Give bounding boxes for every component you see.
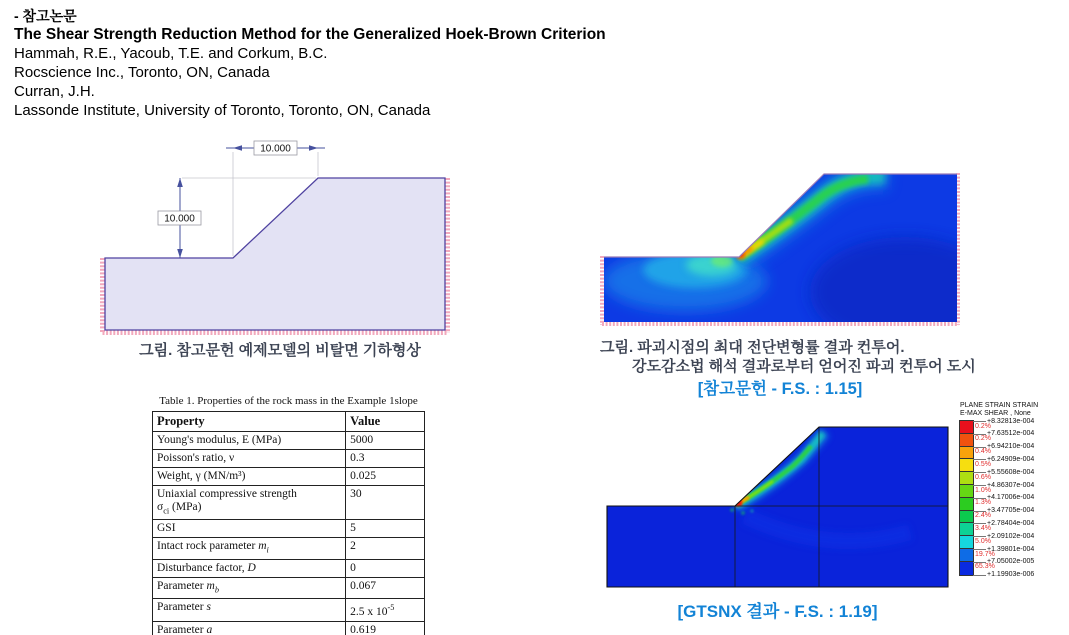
dim-vertical-label: 10.000: [164, 213, 195, 225]
legend-title-line1: PLANE STRAIN STRAIN: [960, 402, 1039, 409]
legend-boundary-value: +1.39801e-004: [987, 545, 1035, 553]
property-cell: [153, 486, 346, 520]
var-symbol: a: [206, 623, 213, 635]
row-label: Disturbance factor,: [157, 561, 248, 574]
legend-boundary-value: +4.86307e-004: [987, 481, 1035, 489]
legend-swatch: [960, 485, 973, 498]
value-cell: 0.025: [346, 468, 425, 486]
table-row: [153, 468, 425, 486]
legend-boundary-value: +8.32813e-004: [987, 417, 1035, 425]
reference-contour-plot: [600, 157, 960, 329]
properties-table: [152, 411, 425, 635]
table-row: [153, 577, 425, 598]
legend-swatch: [960, 459, 973, 472]
legend-percentage: 5.0%: [975, 537, 991, 545]
legend-percentage: 0.4%: [975, 448, 991, 456]
row-label: Parameter: [157, 600, 207, 613]
property-cell: [153, 538, 346, 559]
legend-boundary-value: +4.17006e-004: [987, 494, 1035, 502]
geometry-figure: [100, 140, 460, 341]
gtsnx-fs-label: [GTSNX 결과 - F.S. : 1.19]: [677, 602, 878, 621]
legend-percentage: 0.6%: [975, 473, 991, 481]
legend-swatch: [960, 562, 973, 575]
paper-affiliation-1: Rocscience Inc., Toronto, ON, Canada: [14, 64, 270, 81]
value-cell: 0.3: [346, 450, 425, 468]
legend-boundary-value: +6.94210e-004: [987, 443, 1035, 451]
arrowhead: [177, 249, 183, 258]
legend-percentage: 0.2%: [975, 422, 991, 430]
value-superscript: -5: [387, 602, 395, 612]
var-subscript: b: [214, 584, 219, 594]
legend-percentage: 1.3%: [975, 499, 991, 507]
var-symbol: s: [206, 600, 211, 613]
reference-contour-figure: [600, 157, 960, 334]
table-row: [153, 598, 425, 621]
value-cell: 0.067: [346, 577, 425, 598]
legend-colorbar: [956, 417, 1068, 581]
legend-swatch: [960, 498, 973, 511]
legend-percentage: 19.7%: [975, 550, 995, 558]
value-cell: 30: [346, 486, 425, 520]
legend-swatch: [960, 447, 973, 460]
sigma-subscript: ci: [163, 506, 170, 516]
property-cell: [153, 621, 346, 635]
arrowhead: [177, 178, 183, 187]
contour-legend: [956, 402, 1068, 581]
paper-affiliation-2: Lassonde Institute, University of Toronto, Toronto, ON, Canada: [14, 102, 431, 119]
gtsnx-contour-plot: [605, 424, 950, 590]
property-cell: Weight, γ (MN/m³): [153, 468, 346, 486]
header-block: [14, 7, 606, 120]
value-cell: 5: [346, 520, 425, 538]
value-base: 2.5 x 10: [350, 605, 388, 618]
paper-authors-2: Curran, J.H.: [14, 83, 95, 100]
ucs-unit: (MPa): [169, 501, 202, 513]
legend-title-line2: E-MAX SHEAR , None: [960, 409, 1031, 417]
legend-percentage: 3.4%: [975, 524, 991, 532]
row-label: Intact rock parameter: [157, 540, 259, 553]
var-symbol: D: [247, 561, 256, 574]
col-header-value: Value: [346, 412, 425, 432]
legend-boundary-value: +5.55608e-004: [987, 468, 1035, 476]
legend-boundary-value: +6.24909e-004: [987, 455, 1035, 463]
row-label: Parameter: [157, 579, 207, 592]
property-cell: [153, 598, 346, 621]
table-caption: Table 1. Properties of the rock mass in the Example 1slope: [159, 395, 418, 407]
model-body: [607, 427, 948, 587]
slope-geometry-drawing: [100, 140, 460, 336]
legend-boundary-value: +7.63512e-004: [987, 430, 1035, 438]
geometry-figure-caption: 그림. 참고문헌 예제모델의 비탈면 기하형상: [139, 342, 421, 359]
properties-table-block: [152, 395, 425, 635]
reference-fs-label: [참고문헌 - F.S. : 1.15]: [697, 380, 863, 398]
property-cell: Young's modulus, E (MPa): [153, 432, 346, 450]
table-row: [153, 621, 425, 635]
var-symbol: m: [206, 579, 215, 592]
ucs-line1: Uniaxial compressive strength: [157, 488, 297, 500]
legend-tick: [973, 575, 986, 576]
legend-boundary-value: +7.05002e-005: [987, 558, 1035, 566]
legend-percentage: 2.4%: [975, 512, 991, 520]
contour-field: [603, 174, 960, 329]
arrowhead: [233, 145, 242, 151]
legend-percentage: 1.0%: [975, 486, 991, 494]
legend-swatch: [960, 434, 973, 447]
table-row: [153, 432, 425, 450]
legend-swatch: [960, 472, 973, 485]
value-cell: 5000: [346, 432, 425, 450]
col-header-property: Property: [153, 412, 346, 432]
gtsnx-contour-figure: [605, 424, 950, 595]
sigma-symbol: σ: [157, 501, 164, 513]
legend-boundary-value: +2.09102e-004: [987, 532, 1035, 540]
reference-caption-line2: 강도감소법 해석 결과로부터 얻어진 파괴 컨투어 도시: [632, 358, 976, 375]
reference-tag: - 참고논문: [14, 8, 77, 24]
value-cell: [346, 598, 425, 621]
property-cell: [153, 577, 346, 598]
paper-title: The Shear Strength Reduction Method for the Generalized Hoek-Brown Criterion: [14, 26, 606, 43]
legend-percentage: 0.5%: [975, 460, 991, 468]
legend-boundary-value: +3.47705e-004: [987, 507, 1035, 515]
var-subscript: i: [266, 545, 269, 555]
table-row: [153, 520, 425, 538]
dim-horizontal-label: 10.000: [260, 143, 291, 155]
row-label: Parameter: [157, 623, 207, 635]
legend-swatch: [960, 536, 973, 549]
value-cell: 0: [346, 559, 425, 577]
legend-percentage: 0.2%: [975, 435, 991, 443]
table-row: [153, 450, 425, 468]
reference-caption-line1: 그림. 파괴시점의 최대 전단변형률 결과 컨투어.: [600, 339, 905, 356]
arrowhead: [309, 145, 318, 151]
legend-swatch: [960, 523, 973, 536]
table-row: [153, 486, 425, 520]
legend-percentage: 65.3%: [975, 563, 995, 571]
value-cell: 0.619: [346, 621, 425, 635]
slope-polygon: [105, 178, 445, 330]
legend-swatch: [960, 549, 973, 562]
legend-boundary-value: +1.19903e-006: [987, 571, 1035, 579]
var-symbol: m: [258, 540, 267, 553]
legend-boundary-value: +2.78404e-004: [987, 519, 1035, 527]
legend-swatch: [960, 421, 973, 434]
property-cell: Poisson's ratio, ν: [153, 450, 346, 468]
legend-swatch: [960, 511, 973, 524]
table-row: [153, 559, 425, 577]
value-cell: 2: [346, 538, 425, 559]
table-row: [153, 538, 425, 559]
property-cell: GSI: [153, 520, 346, 538]
property-cell: [153, 559, 346, 577]
paper-authors-1: Hammah, R.E., Yacoub, T.E. and Corkum, B.C.: [14, 45, 328, 62]
table-header-row: [153, 412, 425, 432]
